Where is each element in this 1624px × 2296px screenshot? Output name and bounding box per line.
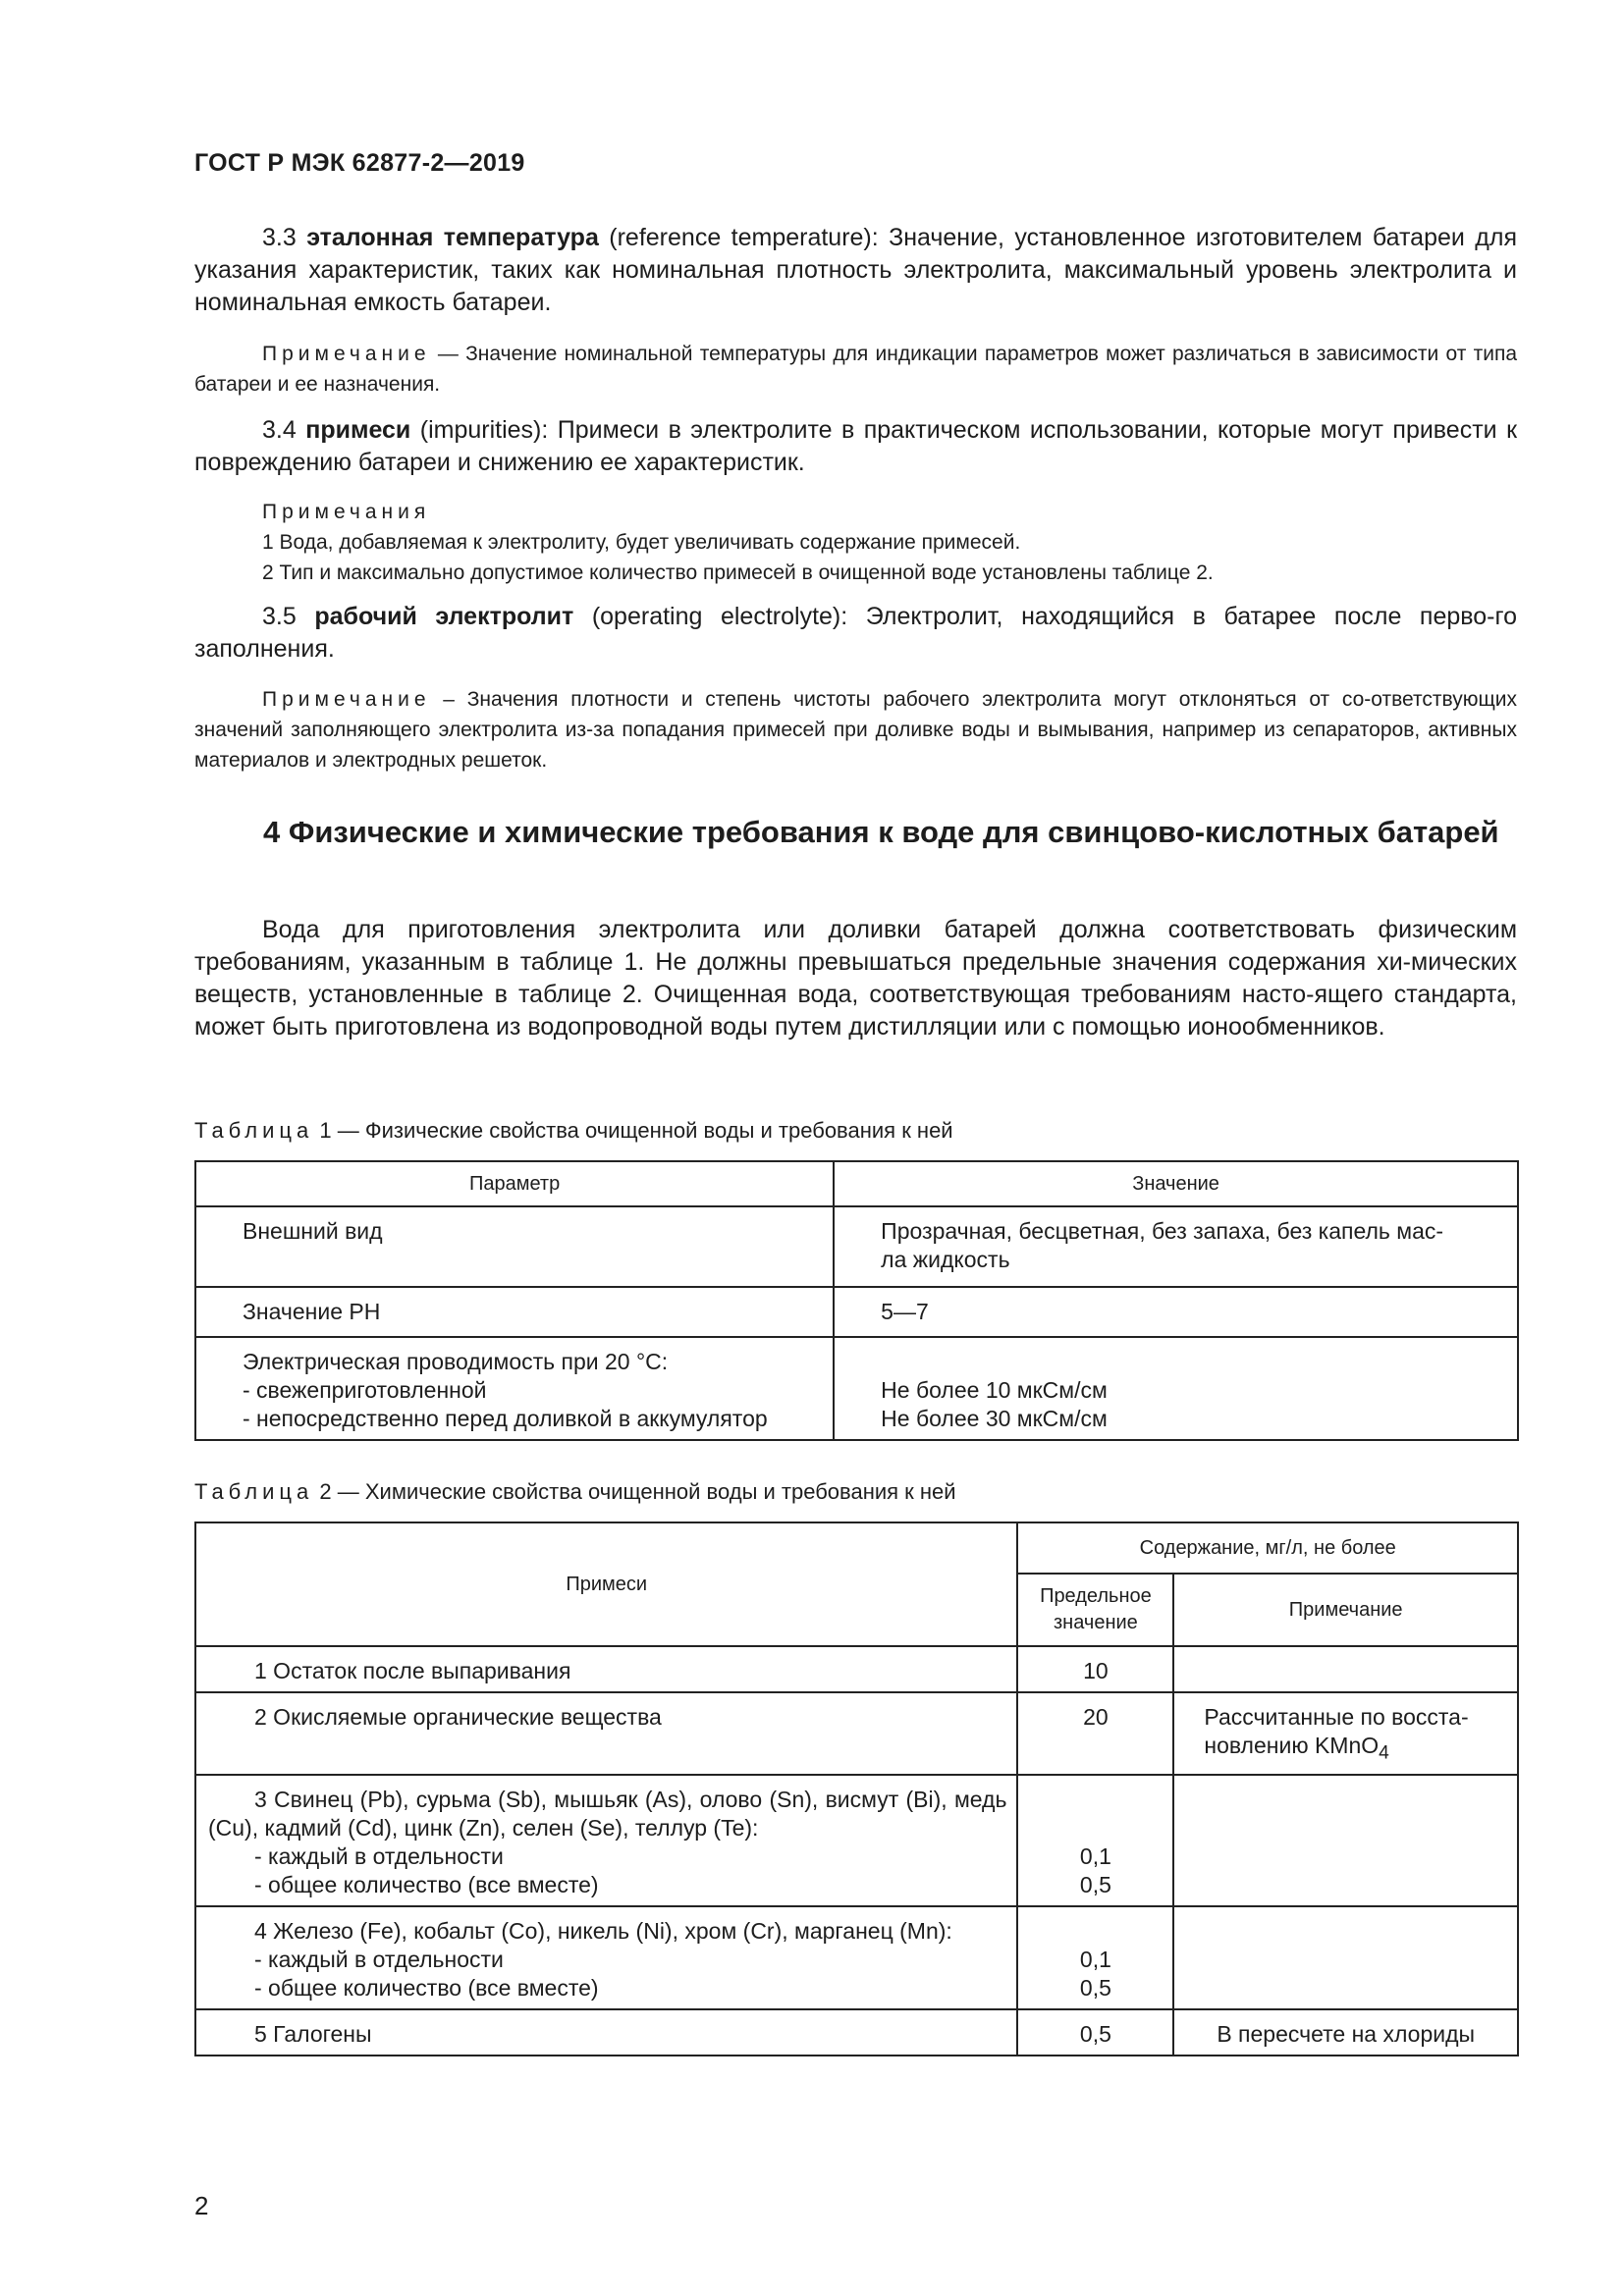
limit-cell: 20	[1017, 1692, 1173, 1775]
value-line: 5—7	[881, 1299, 929, 1324]
value-line: Прозрачная, бесцветная, без запаха, без капель мас-	[881, 1218, 1444, 1244]
table-row	[195, 1906, 1518, 2009]
value-cell	[834, 1337, 1518, 1440]
table-1-caption	[194, 1117, 953, 1145]
caption-label: Таблица	[194, 1118, 314, 1143]
sub-item: - каждый в отдельности	[254, 1946, 504, 1972]
item-cell	[195, 1692, 1017, 1775]
column-header-limit: Предельное значение	[1017, 1574, 1173, 1646]
clause-3-4	[194, 414, 1517, 479]
clause-3-4-notes	[194, 497, 1517, 588]
notes-label: Примечания	[262, 501, 431, 523]
column-header-impurities: Примеси	[195, 1522, 1017, 1646]
value-line: Не более 10 мкСм/см	[881, 1377, 1108, 1403]
document-header: ГОСТ Р МЭК 62877-2—2019	[194, 149, 525, 177]
table-row	[195, 2009, 1518, 2056]
param-line: Электрическая проводимость при 20 °C:	[243, 1349, 669, 1374]
value-cell	[834, 1287, 1518, 1337]
column-header-note: Примечание	[1173, 1574, 1518, 1646]
section-4-title: 4 Физические и химические требования к воде для свинцово-кислотных батарей	[263, 815, 1499, 849]
table-header-row	[195, 1161, 1518, 1206]
clause-term: примеси	[305, 416, 411, 444]
limit-value: 0,1	[1079, 1842, 1111, 1869]
caption-text: 2 — Химические свойства очищенной воды и требования к ней	[319, 1479, 956, 1504]
note-text: – Значения плотности и степень чистоты рабочего электролита могут отклоняться от со-ответствующих значений заполняющего электролита из-за попадания примесей при доливке воды и вымывания, например из сепараторов, активных материалов и электродных решеток.	[194, 688, 1517, 772]
value-line: Не более 30 мкСм/см	[881, 1406, 1108, 1431]
clause-text: (reference temperature): Значение, установленное изготовителем батареи для указания характеристик, таких как номинальная плотность электролита, максимальный уровень электролита и номинальная емкость батареи.	[194, 224, 1517, 316]
note-item: 1 Вода, добавляемая к электролиту, будет увеличивать содержание примесей.	[262, 531, 1021, 554]
table-row	[195, 1646, 1518, 1692]
table-2	[194, 1522, 1519, 2056]
note-item: 2 Тип и максимально допустимое количество примесей в очищенной воде установлены таблице 2.	[262, 561, 1214, 584]
clause-number: 3.5	[262, 603, 297, 630]
param-cell	[195, 1206, 834, 1287]
item-text: 5 Галогены	[254, 2020, 372, 2047]
note-cell: В пересчете на хлориды	[1173, 2009, 1518, 2056]
item-cell	[195, 1646, 1017, 1692]
item-text: 4 Железо (Fe), кобальт (Co), никель (Ni), хром (Cr), марганец (Mn):	[254, 1917, 952, 1944]
caption-label: Таблица	[194, 1479, 314, 1504]
note-text: — Значение номинальной температуры для индикации параметров может различаться в зависимости от типа батареи и ее назначения.	[194, 343, 1517, 396]
limit-value: 0,1	[1079, 1946, 1111, 1972]
item-text: 3 Свинец (Pb), сурьма (Sb), мышьяк (As), олово (Sn), висмут (Bi), медь (Cu), кадмий (Cd), цинк (Zn), селен (Se), теллур (Te):	[208, 1786, 1007, 1841]
param-line: - непосредственно перед доливкой в аккумулятор	[243, 1406, 768, 1431]
param-cell	[195, 1287, 834, 1337]
item-cell	[195, 2009, 1017, 2056]
clause-text: (operating electrolyte): Электролит, находящийся в батарее после перво-го заполнения.	[194, 603, 1517, 663]
clause-number: 3.4	[262, 416, 297, 444]
table-header-row	[195, 1522, 1518, 1574]
sub-item: - общее количество (все вместе)	[254, 1974, 599, 2001]
clause-3-5	[194, 601, 1517, 666]
clause-text: (impurities): Примеси в электролите в практическом использовании, которые могут привести к повреждению батареи и снижению ее характеристик.	[194, 416, 1518, 476]
param-line: - свежеприготовленной	[243, 1377, 487, 1403]
column-header-content: Содержание, мг/л, не более	[1017, 1522, 1518, 1574]
param-cell	[195, 1337, 834, 1440]
page-number: 2	[194, 2191, 209, 2220]
param-text: Значение PH	[243, 1299, 381, 1324]
caption-text: 1 — Физические свойства очищенной воды и требования к ней	[319, 1118, 953, 1143]
value-cell	[834, 1206, 1518, 1287]
clause-3-5-note	[194, 684, 1517, 775]
clause-number: 3.3	[262, 224, 297, 251]
table-2-caption	[194, 1478, 956, 1506]
note-text: Рассчитанные по восста-новлению KMnO	[1204, 1704, 1469, 1758]
note-cell	[1173, 1692, 1518, 1775]
section-4-paragraph: Вода для приготовления электролита или доливки батарей должна соответствовать физическим требованиям, указанным в таблице 1. Не должны превышаться предельные значения содержания хи-мических веществ, установленные в таблице 2. Очищенная вода, соответствующая требованиям насто-ящего стандарта, может быть приготовлена из водопроводной воды путем дистилляции или с помощью ионообменников.	[194, 916, 1517, 1041]
item-text: 2 Окисляемые органические вещества	[254, 1704, 662, 1730]
value-line: ла жидкость	[881, 1247, 1010, 1272]
item-cell	[195, 1906, 1017, 2009]
table-row	[195, 1337, 1518, 1440]
clause-term: эталонная температура	[306, 224, 599, 251]
sub-item: - каждый в отдельности	[254, 1842, 504, 1869]
note-label: Примечание	[262, 343, 431, 365]
clause-term: рабочий электролит	[314, 603, 574, 630]
table-row	[195, 1287, 1518, 1337]
clause-3-3	[194, 222, 1517, 319]
sub-item: - общее количество (все вместе)	[254, 1871, 599, 1897]
note-subscript: 4	[1379, 1742, 1389, 1764]
limit-value: 0,5	[1079, 1871, 1111, 1897]
column-header-value: Значение	[834, 1161, 1518, 1206]
table-row	[195, 1206, 1518, 1287]
note-cell	[1173, 1646, 1518, 1692]
item-text: 1 Остаток после выпаривания	[254, 1658, 571, 1683]
table-row	[195, 1692, 1518, 1775]
note-label: Примечание	[262, 688, 431, 711]
clause-3-3-note	[194, 339, 1517, 400]
table-row	[195, 1775, 1518, 1906]
column-header-parameter: Параметр	[195, 1161, 834, 1206]
param-text: Внешний вид	[243, 1218, 383, 1244]
table-1	[194, 1160, 1519, 1441]
limit-cell	[1017, 1906, 1173, 2009]
note-cell	[1173, 1906, 1518, 2009]
limit-value: 0,5	[1079, 1974, 1111, 2001]
item-cell	[195, 1775, 1017, 1906]
note-cell	[1173, 1775, 1518, 1906]
limit-cell: 0,5	[1017, 2009, 1173, 2056]
limit-cell: 10	[1017, 1646, 1173, 1692]
limit-cell	[1017, 1775, 1173, 1906]
